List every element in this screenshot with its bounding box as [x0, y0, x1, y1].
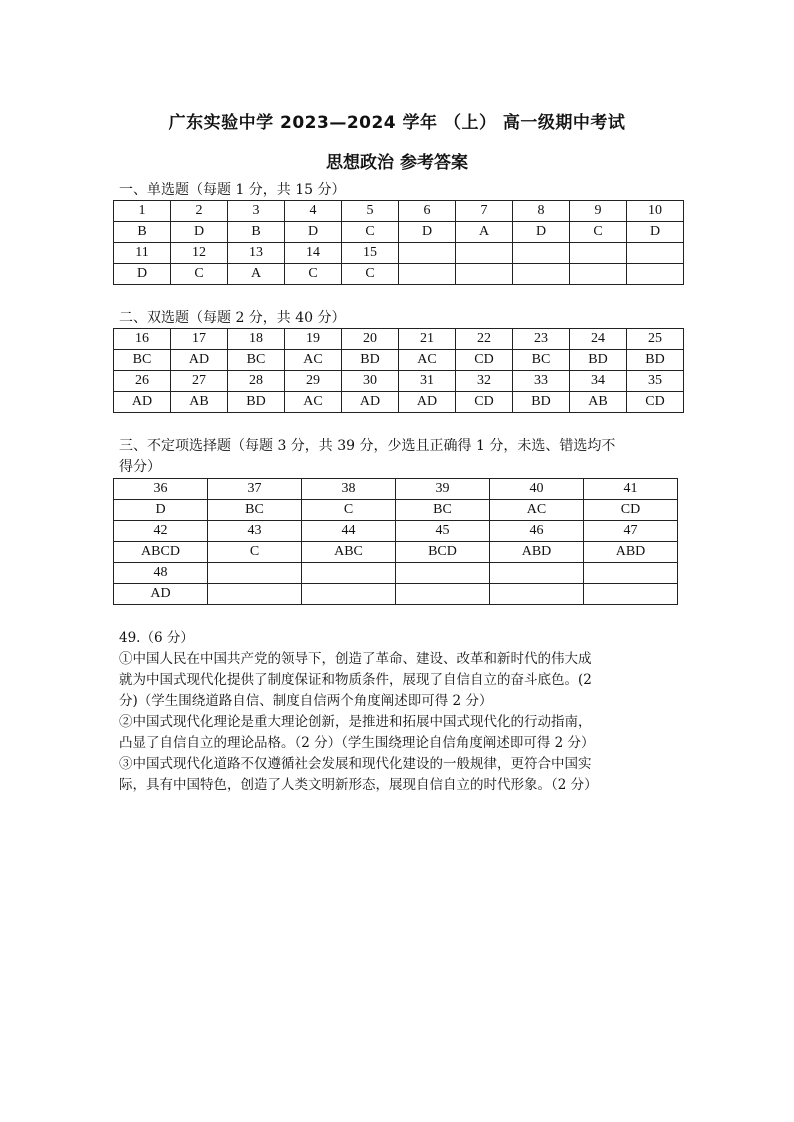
answer-line: ③中国式现代化道路不仅遵循社会发展和现代化建设的一般规律，更符合中国实 — [119, 756, 592, 772]
answer-line: 就为中国式现代化提供了制度保证和物质条件，展现了自信自立的奋斗底色。(2 — [119, 672, 592, 688]
table-cell: 27 — [171, 371, 228, 392]
answer-line: 分)（学生围绕道路自信、制度自信两个角度阐述即可得 2 分） — [119, 693, 493, 709]
table-cell: 14 — [285, 243, 342, 264]
question-49-header: 49.（6 分） — [119, 630, 194, 646]
table-cell: 35 — [627, 371, 684, 392]
table-row — [114, 542, 678, 563]
table-row — [114, 392, 684, 413]
table-cell: BC — [114, 350, 171, 371]
table-cell — [208, 563, 302, 584]
table-cell: 31 — [399, 371, 456, 392]
table-cell: AB — [570, 392, 627, 413]
table-cell: 40 — [490, 479, 584, 500]
table-cell: C — [570, 222, 627, 243]
table-cell: 37 — [208, 479, 302, 500]
table-cell: 16 — [114, 329, 171, 350]
table-cell: C — [342, 222, 399, 243]
table-cell — [208, 584, 302, 605]
table-cell: 3 — [228, 201, 285, 222]
table-cell: AD — [171, 350, 228, 371]
table-cell: C — [285, 264, 342, 285]
table-cell: 42 — [114, 521, 208, 542]
table-cell — [399, 243, 456, 264]
table-cell — [396, 584, 490, 605]
table-cell: A — [228, 264, 285, 285]
table-cell — [627, 243, 684, 264]
table-cell — [399, 264, 456, 285]
table-cell: 34 — [570, 371, 627, 392]
table-row — [114, 500, 678, 521]
table-cell: CD — [627, 392, 684, 413]
table-cell: 7 — [456, 201, 513, 222]
multi-choice-answer-table — [113, 478, 678, 605]
table-cell — [584, 584, 678, 605]
table-cell: D — [171, 222, 228, 243]
table-cell: BC — [228, 350, 285, 371]
table-cell: BD — [513, 392, 570, 413]
table-row — [114, 222, 684, 243]
table-cell — [627, 264, 684, 285]
table-cell: 5 — [342, 201, 399, 222]
table-cell: 17 — [171, 329, 228, 350]
answer-line: ②中国式现代化理论是重大理论创新，是推进和拓展中国式现代化的行动指南， — [119, 714, 592, 730]
question-49-answer — [119, 628, 679, 796]
table-row — [114, 329, 684, 350]
table-cell: D — [627, 222, 684, 243]
table-cell: C — [171, 264, 228, 285]
table-cell — [302, 584, 396, 605]
table-cell: AD — [399, 392, 456, 413]
table-cell: C — [302, 500, 396, 521]
section-multi-choice-title — [119, 436, 615, 478]
answer-line: ①中国人民在中国共产党的领导下，创造了革命、建设、改革和新时代的伟大成 — [119, 651, 592, 667]
table-cell — [570, 264, 627, 285]
table-cell: 25 — [627, 329, 684, 350]
table-cell: 22 — [456, 329, 513, 350]
table-cell: ABD — [490, 542, 584, 563]
table-cell: 44 — [302, 521, 396, 542]
table-cell: 30 — [342, 371, 399, 392]
table-row — [114, 371, 684, 392]
table-cell: 32 — [456, 371, 513, 392]
table-cell: 11 — [114, 243, 171, 264]
table-cell: D — [513, 222, 570, 243]
table-cell — [302, 563, 396, 584]
table-cell: D — [399, 222, 456, 243]
double-choice-answer-table — [113, 328, 684, 413]
section-double-choice-title: 二、双选题（每题 2 分，共 40 分） — [119, 310, 346, 326]
section-multi-choice-title-line-1: 三、不定项选择题（每题 3 分，共 39 分，少选且正确得 1 分，未选、错选均不 — [119, 438, 616, 454]
table-cell: ABD — [584, 542, 678, 563]
table-cell: ABCD — [114, 542, 208, 563]
table-cell: BC — [396, 500, 490, 521]
table-cell: C — [342, 264, 399, 285]
table-cell: BD — [342, 350, 399, 371]
table-row — [114, 350, 684, 371]
table-cell — [456, 264, 513, 285]
table-cell: CD — [456, 392, 513, 413]
table-row — [114, 479, 678, 500]
table-cell: AD — [114, 392, 171, 413]
table-cell: BC — [513, 350, 570, 371]
table-cell: 12 — [171, 243, 228, 264]
table-cell: C — [208, 542, 302, 563]
table-cell: D — [114, 264, 171, 285]
table-cell: AC — [490, 500, 584, 521]
table-cell: AD — [114, 584, 208, 605]
section-single-choice-title: 一、单选题（每题 1 分，共 15 分） — [119, 182, 346, 198]
table-cell — [456, 243, 513, 264]
table-cell: 19 — [285, 329, 342, 350]
answer-line: 凸显了自信自立的理论品格。（2 分）（学生围绕理论自信角度阐述即可得 2 分） — [119, 735, 595, 751]
table-cell: BD — [570, 350, 627, 371]
table-cell: 4 — [285, 201, 342, 222]
table-cell: 13 — [228, 243, 285, 264]
table-cell: BCD — [396, 542, 490, 563]
single-choice-answer-table — [113, 200, 684, 285]
table-row — [114, 201, 684, 222]
table-cell: CD — [584, 500, 678, 521]
table-cell: 23 — [513, 329, 570, 350]
document-title: 广东实验中学 2023—2024 学年 （上） 高一级期中考试 — [168, 113, 626, 133]
table-cell: 24 — [570, 329, 627, 350]
table-cell: AC — [399, 350, 456, 371]
table-cell: 48 — [114, 563, 208, 584]
table-cell: 43 — [208, 521, 302, 542]
table-cell: AB — [171, 392, 228, 413]
table-cell: AC — [285, 350, 342, 371]
table-cell: 26 — [114, 371, 171, 392]
table-cell: 47 — [584, 521, 678, 542]
table-cell: D — [114, 500, 208, 521]
table-cell: BD — [627, 350, 684, 371]
table-cell: 36 — [114, 479, 208, 500]
table-cell: ABC — [302, 542, 396, 563]
table-cell — [584, 563, 678, 584]
table-cell: 29 — [285, 371, 342, 392]
section-multi-choice-title-line-2: 得分） — [119, 459, 161, 475]
table-cell: 46 — [490, 521, 584, 542]
table-cell: 2 — [171, 201, 228, 222]
table-row — [114, 264, 684, 285]
table-cell: 21 — [399, 329, 456, 350]
table-row — [114, 243, 684, 264]
table-cell: BD — [228, 392, 285, 413]
table-cell — [490, 563, 584, 584]
table-cell: CD — [456, 350, 513, 371]
table-cell: 39 — [396, 479, 490, 500]
table-cell — [513, 264, 570, 285]
table-cell: 10 — [627, 201, 684, 222]
table-cell — [513, 243, 570, 264]
table-cell: B — [114, 222, 171, 243]
table-cell: 15 — [342, 243, 399, 264]
table-cell: AD — [342, 392, 399, 413]
table-cell — [570, 243, 627, 264]
table-cell: 20 — [342, 329, 399, 350]
table-row — [114, 563, 678, 584]
table-cell: 45 — [396, 521, 490, 542]
table-cell: 18 — [228, 329, 285, 350]
table-cell: 9 — [570, 201, 627, 222]
table-cell: B — [228, 222, 285, 243]
table-cell: AC — [285, 392, 342, 413]
table-row — [114, 521, 678, 542]
table-cell — [490, 584, 584, 605]
table-cell: 41 — [584, 479, 678, 500]
table-cell: 1 — [114, 201, 171, 222]
table-cell — [396, 563, 490, 584]
document-subtitle: 思想政治 参考答案 — [326, 153, 468, 173]
answer-line: 际，具有中国特色，创造了人类文明新形态，展现自信自立的时代形象。（2 分） — [119, 777, 598, 793]
table-cell: A — [456, 222, 513, 243]
table-cell: 38 — [302, 479, 396, 500]
table-cell: 6 — [399, 201, 456, 222]
table-cell: BC — [208, 500, 302, 521]
table-cell: 28 — [228, 371, 285, 392]
table-cell: D — [285, 222, 342, 243]
table-row — [114, 584, 678, 605]
table-cell: 33 — [513, 371, 570, 392]
table-cell: 8 — [513, 201, 570, 222]
